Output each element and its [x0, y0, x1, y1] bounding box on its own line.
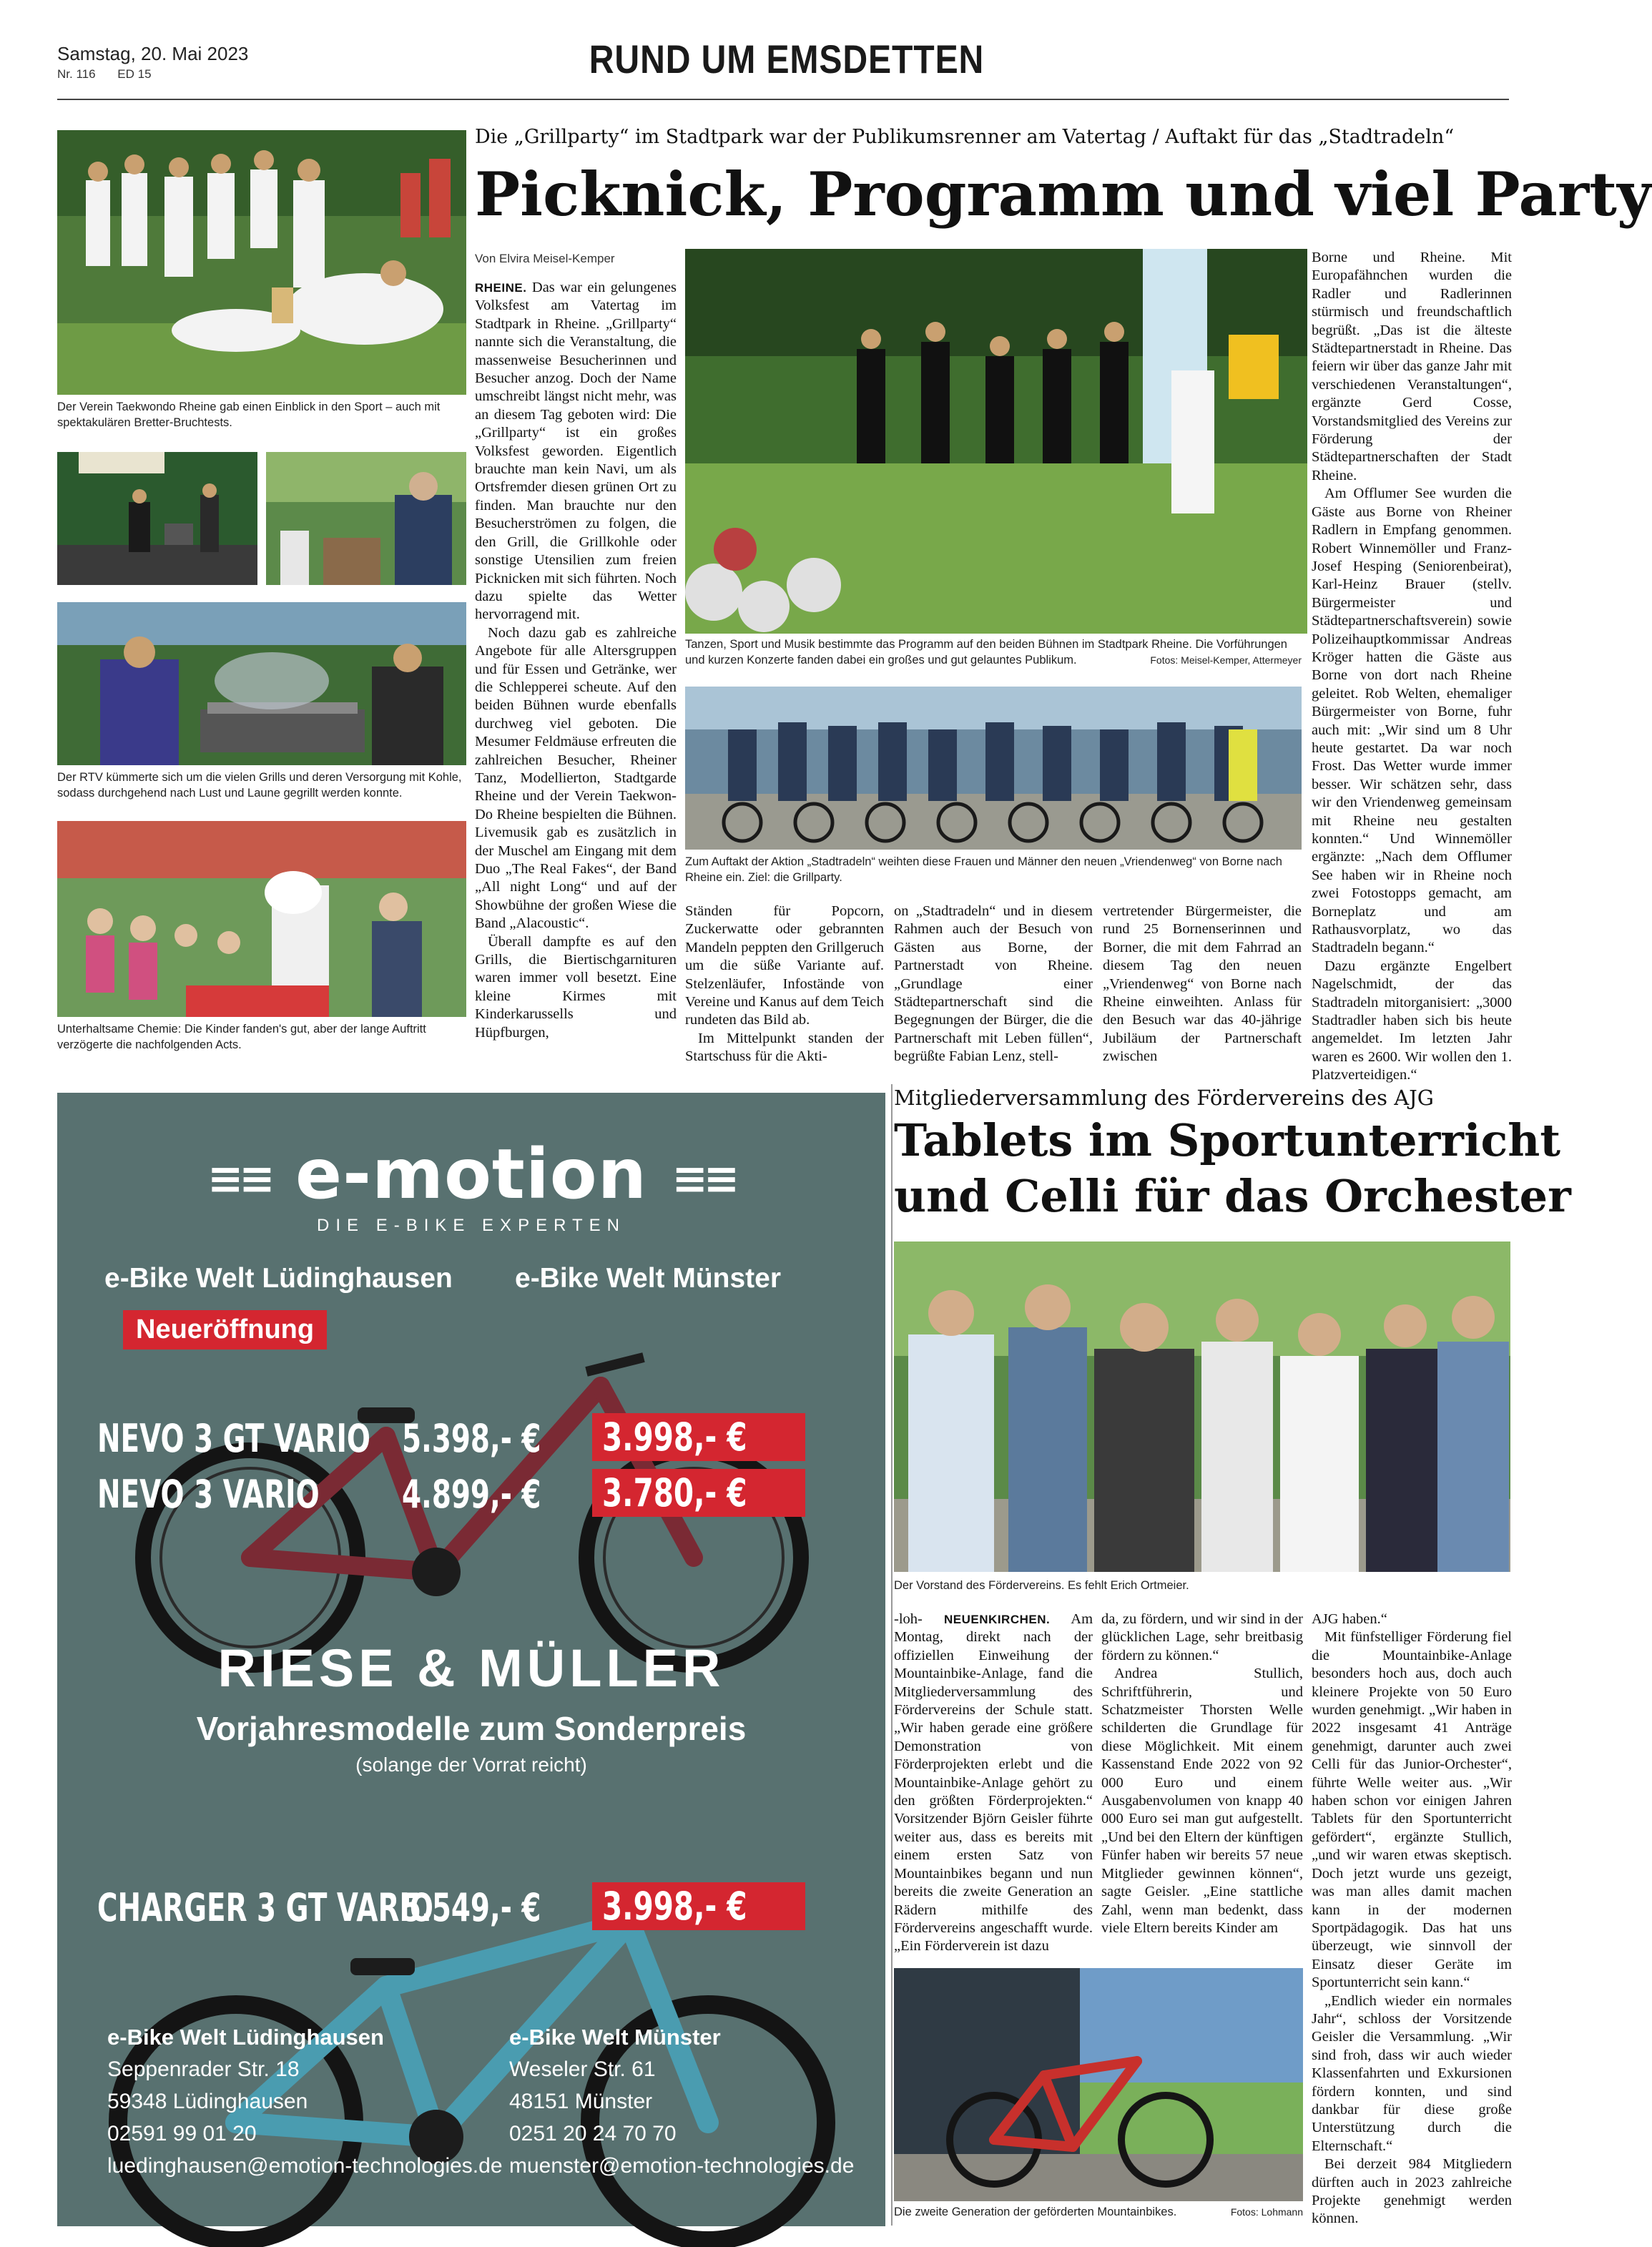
article1-paragraph: on „Stadtradeln“ und in diesem Rahmen auch der Besuch von Gästen aus Borne, der Partnerstadt von Rheine. „Grundlage einer Städtepartnerschaft sind die Begegnungen der Bürger, die die Partnerschaft mit Leben füllen“, begrüßte Fabian Lenz, stell- — [894, 903, 1093, 1065]
article2-kicker: Mitgliederversammlung des Fördervereins des AJG — [894, 1086, 1434, 1110]
ad-model-3: CHARGER 3 GT VARIO — [97, 1885, 433, 1930]
ad-address-right-city: 48151 Münster — [509, 2090, 653, 2113]
ad-tagline: DIE E-BIKE EXPERTEN — [317, 1216, 626, 1235]
ad-address-left-phone: 02591 99 01 20 — [107, 2122, 257, 2145]
ad-address-left-street: Seppenrader Str. 18 — [107, 2057, 300, 2081]
photo-dance-show — [685, 249, 1307, 634]
photo-chemistry-show — [57, 821, 466, 1017]
article1-paragraph: Borne und Rheine. Mit Europafähnchen wurden die Radler und Radlerinnen stürmisch und freundschaftlich begrüßt. „Das ist die älteste Städtepartnerstadt in Rheine. Das feiern wir über das ganze Jahr mit verschiedenen Veranstaltungen“, ergänzte Gerd Cosse, Vorstandsmitglied des Vereins zur Förderung der Städtepartnerschaften der Stadt Rheine. — [1312, 250, 1512, 483]
ad-promo-note: (solange der Vorrat reicht) — [355, 1754, 587, 1776]
article2-paragraph: Mit fünfstelliger Förderung fiel die Mountainbike-Anlage besonders hoch aus, doch auch kleinere Projekte von 50 Euro wurden genehmigt. „Wir haben in 2022 insgesamt 41 Anträge genehmigt, darunter auch zwei Celli für das Junior-Orchester“, führte Welle weiter aus. „Wir haben schon vor einigen Jahren Tablets für den Sportunterricht gefördert“, ergänzte Stullich, „und wir waren etwas skeptisch. Doch jetzt wurde uns gezeigt, was man alles damit machen kann in der modernen Sportpädagogik. Das hat uns überzeugt, wie sinnvoll der Einsatz dieser Geräte im Sportunterricht sein kann.“ — [1312, 1629, 1512, 1991]
article1-location: RHEINE. — [475, 281, 527, 295]
article2-paragraph: „Endlich wieder ein normales Jahr“, schloss der Vorsitzende Geisler die Versammlung. „Wir sind froh, dass wir auch wieder Klassenfahrten und Exkursionen fördern konnten, und sind dankbar für diese große Unterstützung durch die Elternschaft.“ — [1312, 1992, 1512, 2154]
article2-paragraph: Am Montag, direkt nach der offiziellen Einweihung der Mountainbike-Anlage, fand die Mitgliederversammlung des Fördervereins der Schule statt. „Wir haben gerade eine größere Demonstration von Förderprojekten erlebt und die Mountainbike-Anlage gehört zu den größten Förderprojekten.“ Vorsitzender Björn Geisler führte weiter aus, dass es bereits mit einem ersten Satz von Mountainbikes begann und nun bereits die zweite Generation an Rädern mithilfe des Fördervereins angeschafft wurde. „Ein Förderverein ist dazu — [894, 1611, 1093, 1955]
photo-stage-band — [57, 452, 257, 585]
advertisement-emotion — [57, 1093, 885, 2226]
header-rule — [57, 99, 1509, 100]
caption-dance — [685, 636, 1302, 668]
article1-column-4 — [1103, 903, 1302, 1065]
article1-byline: Von Elvira Meisel-Kemper — [475, 252, 615, 265]
ad-sale-price-1-text: 3.998,- € — [602, 1415, 747, 1460]
article2-paragraph: AJG haben.“ — [1312, 1611, 1387, 1627]
photo-cyclists-group — [685, 687, 1302, 850]
article2-paragraph: Bei derzeit 984 Mitgliedern dürften auch in 2023 zahlreiche Projekte genehmigt werden können. — [1312, 2156, 1512, 2227]
ad-sale-price-3-text: 3.998,- € — [602, 1884, 747, 1929]
ad-address-left-email: luedinghausen@emotion-technologies.de — [107, 2154, 503, 2178]
article1-paragraph: Noch dazu gab es zahlreiche Angebote für alle Altersgruppen und für Essen und Getränke, wer die Schlepperei scheute. Auf den beiden Bühnen wurde ebenfalls durchweg viel geboten. Die Mesumer Feldmäuse erfreuten die zahlreichen Besucher, Rheiner Tanz, Modellierton, Stadtgarde Rheine und der Verein Taekwon-Do Rheine bespielten die Bühnen. Livemusik gab es zusätzlich in der Muschel am Eingang mit dem Duo „The Real Fakes“, der Band „All night Long“ und auf der Showbühne der großen Wiese die Band „Alacoustic“. — [475, 624, 677, 932]
caption-mountainbikes-text: Die zweite Generation der geförderten Mountainbikes. — [894, 2206, 1177, 2218]
section-title: RUND UM EMSDETTEN — [589, 36, 985, 82]
caption-chemistry: Unterhaltsame Chemie: Die Kinder fanden's gut, aber der lange Auftritt verzögerte die nachfolgenden Acts. — [57, 1023, 426, 1051]
ad-opening-badge: Neueröffnung — [123, 1310, 327, 1349]
ad-model-1: NEVO 3 GT VARIO — [97, 1416, 370, 1461]
column-rule — [891, 1084, 893, 2226]
article2-headline — [894, 1113, 1571, 1224]
edition-number: ED 15 — [117, 67, 152, 81]
article1-column-2 — [685, 903, 884, 1065]
article1-column-3 — [894, 903, 1093, 1065]
article2-paragraph: Andrea Stullich, Schriftführerin, und Schatzmeister Thorsten Welle schilderten die Grundlage für diese Möglichkeit. Mit einem Kassenstand Ende 2022 von 92 000 Euro und einem Ausgabenvolumen von knapp 40 000 Euro sei man gut aufgestellt. „Und bei den Eltern der künftigen Fünfer haben wir bereits 57 neue Mitglieder gewinnen können“, sagte Geisler. „Eine stattliche Zahl, wenn man bedenkt, dass viele Eltern bereits Kinder am — [1101, 1666, 1303, 1936]
caption-grill: Der RTV kümmerte sich um die vielen Grills und deren Versorgung mit Kohle, sodass durchgehend nach Lust und Laune gegrillt werden konnte. — [57, 771, 462, 800]
caption-board: Der Vorstand des Fördervereins. Es fehlt Erich Ortmeier. — [894, 1579, 1189, 1592]
issue-number: Nr. 116 — [57, 67, 96, 81]
article2-headline-line-1: Tablets im Sportunterricht — [894, 1114, 1560, 1166]
ad-logo — [57, 1134, 885, 1214]
article1-paragraph: Überall dampfte es auf den Grills, die Biertischgarnituren waren immer voll besetzt. Eine kleine Kirmes mit Kinderkarussells und Hüpfburgen, — [475, 933, 677, 1041]
photo-credit-dance: Fotos: Meisel-Kemper, Attermeyer — [1150, 654, 1302, 666]
article1-paragraph: Das war ein gelungenes Volksfest am Vatertag im Stadtpark in Rheine. „Grillparty“ nannte sich die Veranstaltung, die massenweise Besucherinnen und Besucher anzog. Doch der Name umschreibt längst nicht mehr, was an diesem Tag geboten wird: Die „Grillparty“ ist ein großes Volksfest geworden. Eigentlich brauchte man kein Navi, um als Ortsfremder diesen grünen Ort zu finden. Man brauchte nur den Besucherströmen zu folgen, die den Grill, die Grillkohle oder sonstige Utensilien zum freien Picknicken mit sich führten. Noch dazu spielte das Wetter hervorragend mit. — [475, 280, 677, 623]
ad-address-right-name: e-Bike Welt Münster — [509, 2025, 721, 2050]
photo-grill — [57, 602, 466, 765]
ad-address-left-name: e-Bike Welt Lüdinghausen — [107, 2025, 384, 2050]
ad-brand: RIESE & MÜLLER — [217, 1638, 725, 1698]
ad-address-right-email: muenster@emotion-technologies.de — [509, 2154, 855, 2178]
ad-model-2: NEVO 3 VARIO — [97, 1472, 320, 1517]
article2-column-2 — [1101, 1611, 1303, 1968]
article1-kicker: Die „Grillparty“ im Stadtpark war der Publikumsrenner am Vatertag / Auftakt für das „Stadtradeln“ — [475, 126, 1455, 148]
ad-promo-line: Vorjahresmodelle zum Sonderpreis — [196, 1710, 747, 1747]
ad-store-right: e-Bike Welt Münster — [515, 1263, 782, 1294]
ad-price-1: 5.398,- € — [402, 1416, 541, 1461]
article1-paragraph: Am Offlumer See wurden die Gäste aus Borne von Rheiner Radlern in Empfang genommen. Robert Winnemöller und Franz-Josef Hesping (Seniorenbeirat), Karl-Heinz Brauer (stellv. Bürgermeister und Städtepartnerschaftsverein) sowie Polizeihauptkommissar Andreas Kröger hatten die Gäste aus Borne von dort nach Rheine geleitet. Rob Welten, ehemaliger Bürgermeister von Borne, fuhr auch mit: „Wir sind um 8 Uhr heute gestartet. Da war noch Frost. Das Wetter wurde immer besser. Wir schätzen sehr, dass wir den Vriendenweg gemeinsam mit Rheine neu gestalten konnten.“ Und Winnemöller ergänzte: „Nach dem Offlumer See haben wir in Rheine noch zwei Fotostopps gemacht, am Borneplatz und am Rathausvorplatz, wo das Stadtradeln begann.“ — [1312, 486, 1512, 956]
issue-date: Samstag, 20. Mai 2023 — [57, 43, 249, 64]
article2-author-prefix: -loh- — [894, 1611, 923, 1627]
caption-mountainbikes — [894, 2204, 1303, 2220]
ad-sale-price-2 — [592, 1469, 805, 1517]
logo-lines-right-icon: ≡≡ — [672, 1154, 735, 1204]
ad-store-left: e-Bike Welt Lüdinghausen — [104, 1263, 453, 1294]
issue-info — [57, 67, 170, 82]
ad-address-right-phone: 0251 20 24 70 70 — [509, 2122, 677, 2145]
ad-price-2: 4.899,- € — [402, 1472, 541, 1517]
article1-paragraph: vertretender Bürgermeister, die rund 25 Bornenserinnen und Borner, die mit dem Fahrrad an diesem Tag den neuen „Vriendenweg“ von Borne nach Rheine einweihten. Anlass für den Besuch war das 40-jährige Jubiläum der Partnerschaft zwischen — [1103, 903, 1302, 1065]
ad-address-right — [509, 2021, 854, 2182]
ad-address-left-city: 59348 Lüdinghausen — [107, 2090, 308, 2113]
ad-sale-price-2-text: 3.780,- € — [602, 1470, 747, 1515]
photo-taekwondo — [57, 130, 466, 395]
article1-paragraph: Dazu ergänzte Engelbert Nagelschmidt, der das Stadtradeln mitorganisiert: „3000 Stadtradler haben sich bis heute angemeldet. Im letzten Jahr waren es 2600. Wir wollen den 1. Platzverteidigen.“ — [1312, 958, 1512, 1083]
article2-headline-line-2: und Celli für das Orchester — [894, 1170, 1571, 1222]
article1-paragraph: Ständen für Popcorn, Zuckerwatte oder gebrannten Mandeln peppten den Grillgeruch um die süße Variante auf. Stelzenläufer, Infostände von Vereine und Kanus auf dem Teich rundeten das Bild ab. — [685, 903, 884, 1028]
article1-column-5 — [1312, 249, 1512, 1083]
ad-logo-text: e-motion — [295, 1134, 648, 1214]
ad-address-right-street: Weseler Str. 61 — [509, 2057, 656, 2081]
article2-location: NEUENKIRCHEN. — [944, 1613, 1051, 1626]
caption-taekwondo: Der Verein Taekwondo Rheine gab einen Einblick in den Sport – auch mit spektakulären Bretter-Bruchtests. — [57, 400, 441, 429]
photo-credit-mountainbikes: Fotos: Lohmann — [1230, 2206, 1303, 2218]
caption-cyclists: Zum Auftakt der Aktion „Stadtradeln“ weihten diese Frauen und Männer den neuen „Vriendenweg“ von Borne nach Rheine ein. Ziel: die Grillparty. — [685, 855, 1282, 884]
article1-headline: Picknick, Programm und viel Party — [475, 159, 1652, 230]
ad-price-3: 5.549,- € — [402, 1885, 541, 1930]
ad-sale-price-1 — [592, 1413, 805, 1461]
photo-board-members — [894, 1241, 1510, 1572]
ad-address-left — [107, 2021, 503, 2182]
photo-mountainbikes — [894, 1968, 1303, 2201]
caption-dance-text: Tanzen, Sport und Musik bestimmte das Programm auf den beiden Bühnen im Stadtpark Rheine. Die Vorführungen und kurzen Konzerte fanden dabei ein großes und gut gelauntes Publikum. — [685, 638, 1287, 667]
photo-audience — [266, 452, 466, 585]
article2-column-3 — [1312, 1611, 1512, 2226]
logo-lines-left-icon: ≡≡ — [207, 1154, 271, 1204]
article1-paragraph: Im Mittelpunkt standen der Startschuss für die Akti- — [685, 1030, 884, 1065]
ad-sale-price-3 — [592, 1882, 805, 1930]
article2-paragraph: da, zu fördern, und wir sind in der glücklichen Lage, sehr breitbasig fördern zu können.“ — [1101, 1611, 1303, 1663]
article2-column-1 — [894, 1611, 1093, 1968]
article1-column-1 — [475, 279, 677, 1060]
